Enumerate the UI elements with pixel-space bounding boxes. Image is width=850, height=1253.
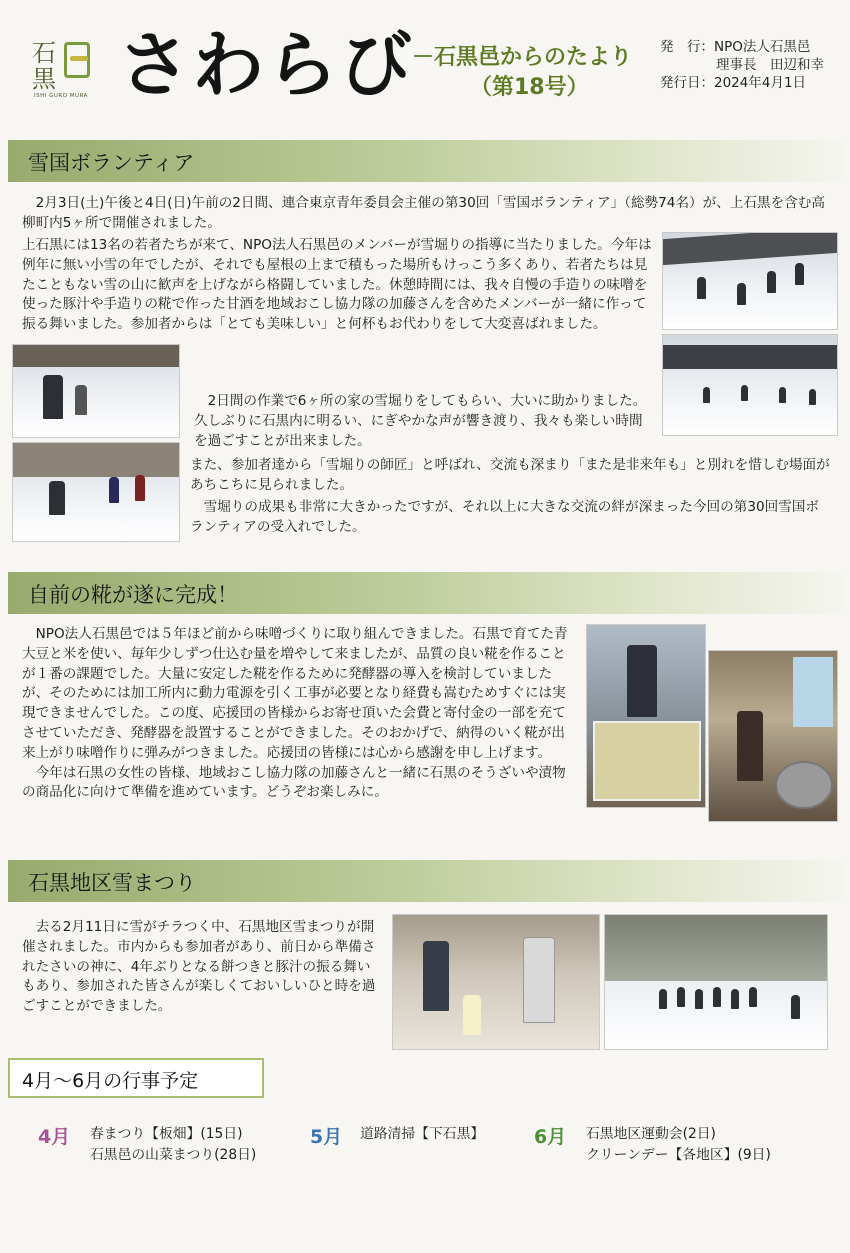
person-figure: [109, 477, 119, 503]
events-title: 4月～6月の行事予定: [22, 1070, 199, 1092]
person-figure: [703, 387, 710, 403]
section-title: 雪国ボランティア: [28, 151, 195, 175]
tree-background: [605, 915, 827, 981]
paragraph: 2月3日(土)午後と4日(日)午前の2日間、連合東京青年委員会主催の第30回「雪国ボランティア」（総勢74名）が、上石黒を含む高柳町内5ヶ所で開催されました。: [22, 195, 825, 231]
person-figure: [659, 989, 667, 1009]
section-heading-bar: [8, 572, 842, 614]
month-label-may: [310, 1122, 342, 1149]
person-figure: [741, 385, 748, 401]
person-figure: [737, 283, 746, 305]
newsletter-title: さわらび: [118, 22, 415, 107]
month-label: 5月: [310, 1126, 343, 1148]
person-figure: [49, 481, 65, 515]
newsletter-subtitle: －石黒邑からのたより: [412, 45, 633, 70]
roof-shape: [13, 345, 179, 367]
paragraph: 雪堀りの成果も非常に大きかったですが、それ以上に大きな交流の絆が深まった今回の第30回雪国ボランティアの受入れでした。: [190, 499, 820, 535]
snow-field-photo: [662, 334, 838, 436]
person-figure: [713, 987, 721, 1007]
event-item: 春まつり【板畑】(15日): [90, 1126, 243, 1142]
person-figure: [767, 271, 776, 293]
person-figure: [135, 475, 145, 501]
section-heading-bar: [8, 860, 842, 902]
person-figure: [695, 989, 703, 1009]
logo-mark-accent: [70, 56, 88, 61]
person-figure: [677, 987, 685, 1007]
person-figure: [749, 987, 757, 1007]
person-figure: [423, 941, 449, 1011]
person-figure: [627, 645, 657, 717]
paragraph: 上石黒には13名の若者たちが来て、NPO法人石黒邑のメンバーが雪堀りの指導に当たりました。今年は例年に無い小雪の年でしたが、それでも屋根の上まで積もった場所もけっこう多くあり、若者たちは見たこともない雪の山に歓声を上げながら格闘していました。休憩時間には、我々自慢の手造りの味噌を使った豚汁や手造りの糀で作った甘酒を地域おこし協力隊の加藤さんを含めたメンバーが一緒に作って振る舞いました。参加者からは「とても美味しい」と何杯もお代わりをして大変喜ばれました。: [22, 237, 652, 333]
shovel-photo: [12, 344, 180, 438]
publisher-info: [660, 38, 824, 92]
section-paragraph: [194, 392, 654, 451]
person-figure: [737, 711, 763, 781]
mochi-pounding-photo: [392, 914, 600, 1050]
window-shape: [793, 657, 833, 727]
event-list-april: [90, 1124, 256, 1166]
paragraph: NPO法人石黒邑では５年ほど前から味噌づくりに取り組んできました。石黒で育てた青大豆と米を使い、毎年少しずつ仕込む量を増やして来ましたが、品質の良い糀を作ることが１番の課題でした。大量に安定した糀を作るために発酵器の導入を検討していましたが、そのためには加工所内に動力電源を引く工事が必要となり経費も嵩むためすぐには実現できませんでした。この度、応援団の皆様からお寄せ頂いた会費と寄付金の一部を充てさせていただき、発酵器を設置することができました。そのおかげで、納得のいく糀が出来上がり味噌作りに弾みがつきました。応援団の皆様には心から感謝を申し上げます。: [22, 626, 568, 761]
person-figure: [795, 263, 804, 285]
kitchen-photo: [708, 650, 838, 822]
person-figure: [779, 387, 786, 403]
person-figure: [43, 375, 63, 419]
person-figure: [523, 937, 555, 1023]
month-label-april: [38, 1122, 70, 1149]
publisher-line: 発 行：NPO法人石黒邑: [660, 39, 811, 55]
section-title: 自前の糀が遂に完成！: [28, 583, 238, 607]
section-paragraph: [22, 918, 380, 1017]
person-figure: [697, 277, 706, 299]
section-paragraph: [22, 625, 574, 803]
logo-kanji-top: 石: [32, 39, 56, 67]
event-list-may: [360, 1124, 484, 1145]
paragraph: 2日間の作業で6ヶ所の家の雪堀りをしてもらい、大いに助かりました。久しぶりに石黒内に明るい、にぎやかな声が響き渡り、我々も楽しい時間を過ごすことが出来ました。: [194, 393, 647, 449]
paragraph: 去る2月11日に雪がチラつく中、石黒地区雪まつりが開催されました。市内からも参加者があり、前日から準備されたさいの神に、4年ぶりとなる餅つきと豚汁の振る舞いもあり、参加された皆さんが楽しくておいしいひと時を過ごすことができました。: [22, 919, 376, 1015]
roof-shape: [663, 345, 837, 369]
event-item: 石黒地区運動会(2日): [586, 1126, 716, 1142]
colander-shape: [775, 761, 833, 809]
event-item: 道路清掃【下石黒】: [360, 1126, 485, 1142]
logo: [26, 36, 106, 106]
group-photo: [604, 914, 828, 1050]
koji-tray: [593, 721, 701, 801]
section-title: 石黒地区雪まつり: [28, 871, 196, 895]
house-shoveling-photo: [12, 442, 180, 542]
month-label: 4月: [38, 1126, 71, 1148]
person-figure: [791, 995, 800, 1019]
events-heading-box: [8, 1058, 264, 1098]
publisher-line: 理事長 田辺和幸: [716, 57, 824, 73]
person-figure: [731, 989, 739, 1009]
section-paragraph: [190, 498, 830, 538]
month-label-june: [534, 1122, 566, 1149]
wall-shape: [13, 443, 179, 477]
paragraph: 今年は石黒の女性の皆様、地域おこし協力隊の加藤さんと一緒に石黒のそうざいや漬物の商品化に向けて準備を進めています。どうぞお楽しみに。: [22, 764, 566, 801]
roof-shape: [663, 232, 837, 265]
issue-number: （第18号）: [470, 75, 589, 100]
logo-roman-text: ISHI GURO MURA: [34, 93, 88, 99]
event-item: クリーンデー【各地区】(9日): [586, 1147, 771, 1163]
event-item: 石黒邑の山菜まつり(28日): [90, 1147, 257, 1163]
section-paragraph: [190, 456, 830, 496]
paragraph: また、参加者達から「雪堀りの師匠」と呼ばれ、交流も深まり「また是非来年も」と別れを惜しむ場面があちこちに見られました。: [190, 457, 830, 493]
month-label: 6月: [534, 1126, 567, 1148]
section-paragraph: [22, 236, 654, 335]
person-figure: [75, 385, 87, 415]
person-figure: [809, 389, 816, 405]
section-heading-bar: [8, 140, 842, 182]
snow-shoveling-photo: [662, 232, 838, 330]
publish-date: 発行日：2024年4月1日: [660, 75, 807, 91]
child-figure: [463, 995, 481, 1035]
event-list-june: [586, 1124, 771, 1166]
section-paragraph: [22, 194, 830, 234]
logo-kanji-bottom: 黒: [32, 65, 56, 93]
koji-making-photo: [586, 624, 706, 808]
